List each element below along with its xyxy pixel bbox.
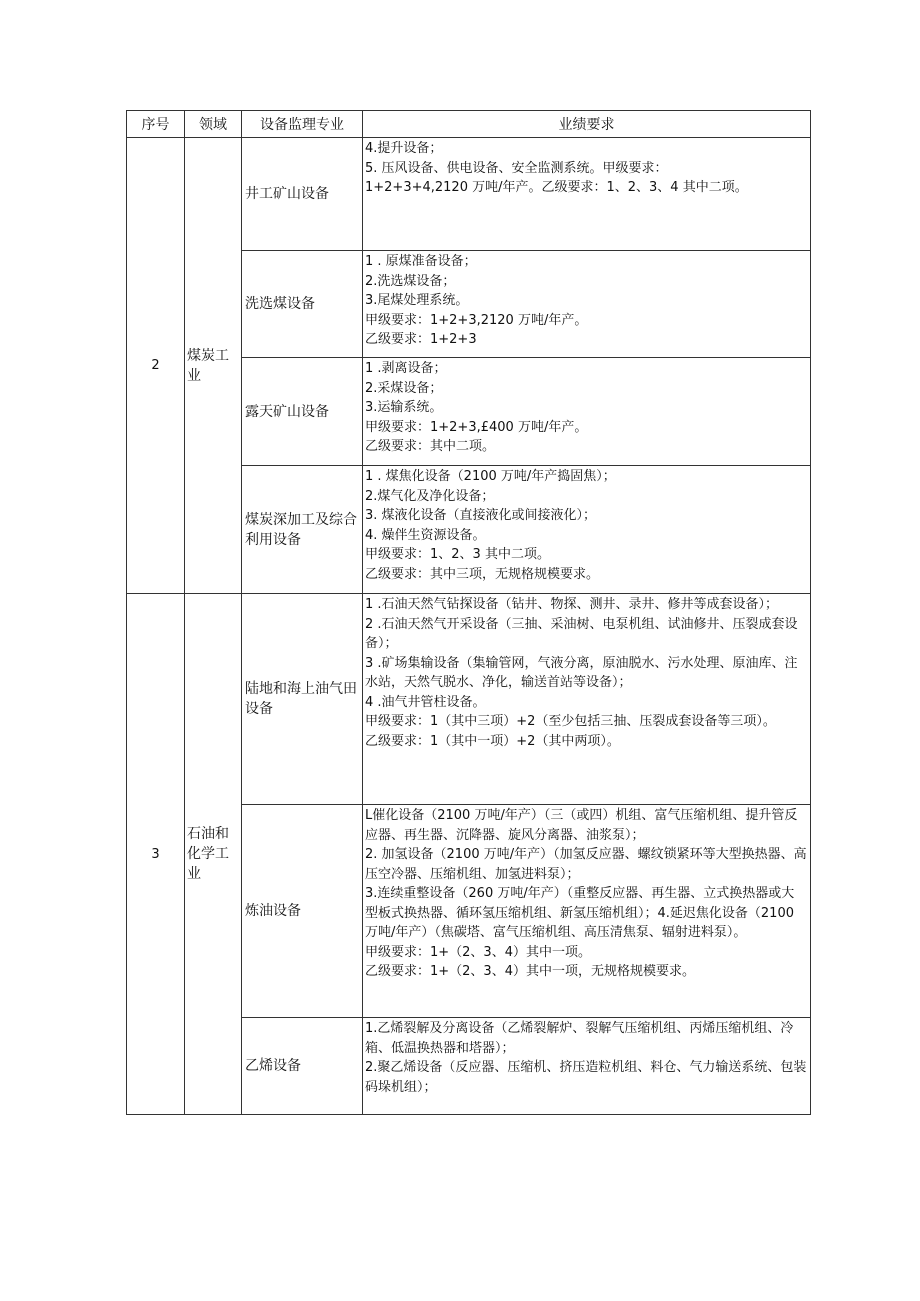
requirement-cell <box>363 138 811 251</box>
requirement-line: 1+2+3+4,2120 万吨/年产。乙级要求：1、2、3、4 其中二项。 <box>365 180 748 195</box>
requirement-line: 乙级要求：1+2+3 <box>365 332 477 347</box>
requirement-line: 1.乙烯裂解及分离设备（乙烯裂解炉、裂解气压缩机组、丙烯压缩机组、冷箱、低温换热器和塔器）； <box>365 1021 794 1056</box>
requirement-line: 3.连续重整设备（260 万吨/年产）（重整反应器、再生器、立式换热器或大型板式换热器、循环氢压缩机组、新氢压缩机组）；4.延迟焦化设备（2100 万吨/年产）（焦碳塔、富气压缩机组、高压清焦泵、辐射进料泵）。 <box>365 886 795 940</box>
requirement-line: 3.运输系统。 <box>365 400 443 415</box>
requirement-line: 乙级要求：1+（2、3、4）其中一项，无规格规模要求。 <box>365 964 695 979</box>
row-index: 3 <box>127 594 185 1115</box>
requirement-cell <box>363 358 811 466</box>
requirement-line: 2 .石油天然气开采设备（三抽、采油树、电泵机组、试油修井、压裂成套设备）； <box>365 616 798 651</box>
requirement-line: 2.煤气化及净化设备； <box>365 488 495 504</box>
table-row <box>127 594 811 805</box>
requirement-line: 5. 压风设备、供电设备、安全监测系统。甲级要求： <box>365 160 668 176</box>
requirement-cell <box>363 594 811 805</box>
requirement-line: 2.洗选煤设备； <box>365 273 456 289</box>
requirement-line: 甲级要求：1+（2、3、4）其中一项。 <box>365 944 591 960</box>
requirement-line: 4 .油气井管柱设备。 <box>365 694 486 710</box>
specialty-name: 煤炭深加工及综合利用设备 <box>242 466 363 594</box>
header-requirements: 业绩要求 <box>363 111 811 138</box>
specialty-name: 炼油设备 <box>242 805 363 1018</box>
specialty-name: 乙烯设备 <box>242 1018 363 1115</box>
requirement-line: L催化设备（2100 万吨/年产）（三（或四）机组、富气压缩机组、提升管反应器、再生器、沉降器、旋风分离器、油浆泵）； <box>365 808 798 843</box>
row-domain: 石油和化学工业 <box>185 594 242 1115</box>
requirement-line: 乙级要求：其中二项。 <box>365 439 496 454</box>
row-index: 2 <box>127 138 185 594</box>
requirement-line: 3.尾煤处理系统。 <box>365 293 469 308</box>
requirement-line: 4.提升设备； <box>365 141 443 156</box>
header-index: 序号 <box>127 111 185 138</box>
row-domain: 煤炭工业 <box>185 138 242 594</box>
requirement-line: 1 .石油天然气钻探设备（钻井、物探、测井、录井、修井等成套设备）； <box>365 597 779 612</box>
requirement-line: 乙级要求：其中三项，无规格规模要求。 <box>365 566 600 582</box>
requirement-line: 3. 煤液化设备（直接液化或间接液化）； <box>365 508 597 523</box>
requirement-line: 1 .剥离设备； <box>365 361 447 376</box>
requirement-line: 2.采煤设备； <box>365 380 443 396</box>
requirement-line: 甲级要求：1（其中三项）+2（至少包括三抽、压裂成套设备等三项）。 <box>365 714 776 729</box>
requirement-line: 3 .矿场集输设备（集输管网，气液分离，原油脱水、污水处理、原油库、注水站，天然气脱水、净化，输送首站等设备）； <box>365 655 798 690</box>
requirement-line: 甲级要求：1、2、3 其中二项。 <box>365 547 550 562</box>
requirement-line: 4. 燥伴生资源设备。 <box>365 527 486 543</box>
header-domain: 领域 <box>185 111 242 138</box>
requirement-line: 甲级要求：1+2+3,2120 万吨/年产。 <box>365 312 588 328</box>
header-specialty: 设备监理专业 <box>242 111 363 138</box>
requirement-line: 甲级要求：1+2+3,£400 万吨/年产。 <box>365 419 588 435</box>
requirement-cell <box>363 466 811 594</box>
specialty-name: 洗选煤设备 <box>242 251 363 358</box>
requirement-cell <box>363 1018 811 1115</box>
requirement-line: 2.聚乙烯设备（反应器、压缩机、挤压造粒机组、料仓、气力输送系统、包装码垛机组）； <box>365 1060 807 1095</box>
requirement-line: 乙级要求：1（其中一项）+2（其中两项）。 <box>365 733 620 749</box>
specialty-name: 井工矿山设备 <box>242 138 363 251</box>
requirement-line: 1 . 煤焦化设备（2100 万吨/年产捣固焦）； <box>365 469 616 484</box>
requirement-cell <box>363 251 811 358</box>
requirement-line: 2. 加氢设备（2100 万吨/年产）（加氢反应器、螺纹锁紧环等大型换热器、高压空冷器、压缩机组、加氢进料泵）； <box>365 847 807 882</box>
requirement-line: 1 . 原煤准备设备； <box>365 254 477 269</box>
header-row <box>127 111 811 138</box>
specialty-name: 陆地和海上油气田设备 <box>242 594 363 805</box>
qualification-table <box>126 110 811 1115</box>
specialty-name: 露天矿山设备 <box>242 358 363 466</box>
requirement-cell <box>363 805 811 1018</box>
table-row <box>127 138 811 251</box>
